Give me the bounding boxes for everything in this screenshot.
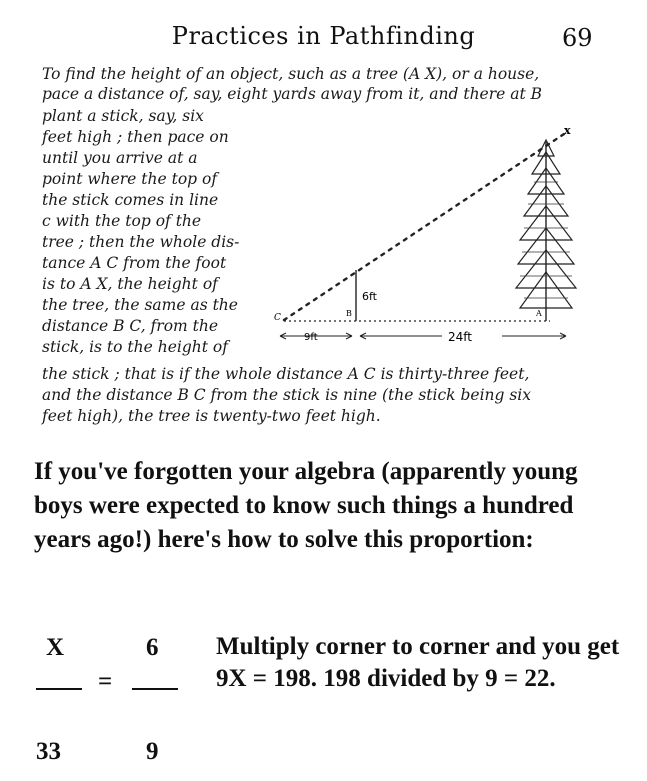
- label-stick-height: 6ft: [362, 290, 377, 303]
- tree-height-diagram: [270, 122, 610, 362]
- page-header-title: Practices in Pathfinding: [171, 22, 476, 50]
- page-number: 69: [562, 24, 593, 52]
- left-fraction-bar: [36, 688, 82, 690]
- scan-line: the stick ; that is if the whole distance A C is thirty-three feet,: [42, 365, 530, 383]
- scan-line: stick, is to the height of: [42, 338, 228, 356]
- caption-paragraph: If you've forgotten your algebra (apparently young boys were expected to know such things a hundred years ago!) here's how to solve this proportion:: [34, 458, 578, 553]
- equals-sign: =: [98, 668, 113, 695]
- label-c: C: [274, 313, 281, 323]
- label-b: B: [346, 309, 352, 318]
- right-numerator: 6: [146, 634, 159, 661]
- scan-line: To find the height of an object, such as a tree (A X), or a house,: [42, 65, 540, 83]
- right-denominator: 9: [146, 738, 159, 765]
- sight-line: [284, 134, 564, 320]
- scan-line: c with the top of the: [42, 212, 202, 230]
- distance-arrows: [280, 333, 566, 339]
- scan-line: tance A C from the foot: [42, 254, 227, 272]
- scan-line: pace a distance of, say, eight yards away from it, and there at B: [42, 85, 543, 103]
- left-denominator: 33: [36, 738, 61, 765]
- label-long-distance: 24ft: [448, 330, 472, 344]
- left-numerator: X: [46, 634, 65, 661]
- scan-line: distance B C, from the: [42, 317, 219, 335]
- scan-line: the tree, the same as the: [42, 296, 238, 314]
- scan-line: is to A X, the height of: [42, 275, 218, 293]
- scan-line: feet high), the tree is twenty-two feet high.: [42, 407, 381, 425]
- scan-line: the stick comes in line: [42, 191, 219, 209]
- scan-line: plant a stick, say, six: [42, 107, 204, 125]
- explanation-text: Multiply corner to corner and you get 9X = 198. 198 divided by 9 = 22.: [216, 633, 620, 692]
- label-a: A: [536, 309, 542, 318]
- scan-line: feet high ; then pace on: [42, 128, 229, 146]
- scan-line: and the distance B C from the stick is nine (the stick being six: [42, 386, 532, 404]
- label-x: x: [564, 124, 571, 137]
- label-short-distance: 9ft: [304, 332, 318, 343]
- scan-line: tree ; then the whole dis-: [42, 233, 240, 251]
- scan-line: until you arrive at a: [42, 149, 198, 167]
- right-fraction-bar: [132, 688, 178, 690]
- scan-line: point where the top of: [42, 170, 218, 188]
